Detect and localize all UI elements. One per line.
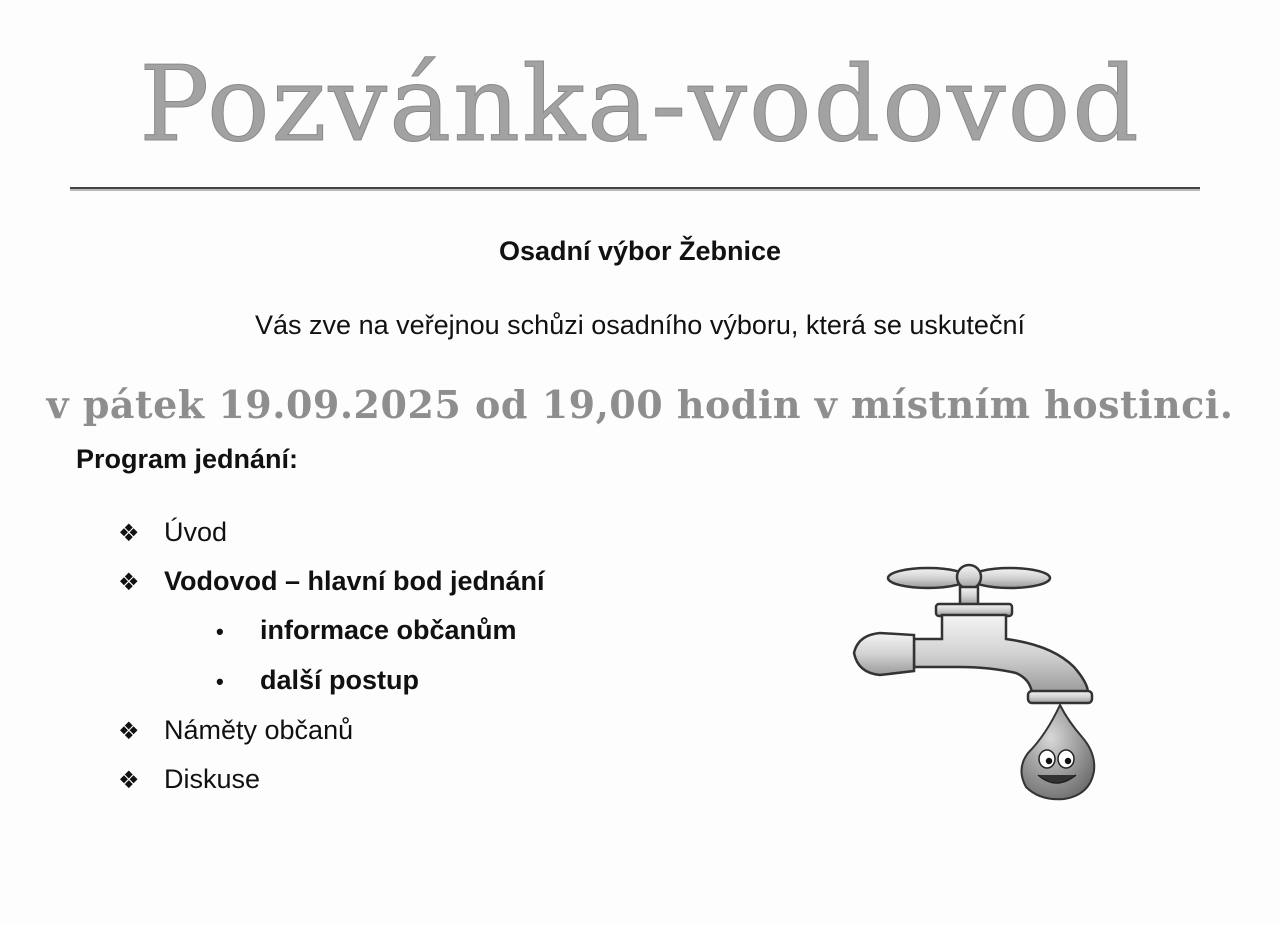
dot-bullet-icon: •	[216, 669, 224, 694]
agenda-item-namety	[118, 710, 545, 759]
agenda-subitem-postup	[118, 660, 545, 710]
dot-bullet-icon: •	[216, 619, 224, 644]
faucet-nozzle	[1028, 691, 1092, 703]
program-heading: Program jednání:	[76, 444, 299, 474]
faucet-handle	[888, 565, 1050, 589]
date-time-place: v pátek 19.09.2025 od 19,00 hodin v místním hostinci.	[46, 382, 1234, 427]
faucet-body	[914, 615, 1088, 693]
diamond-bullet-icon: ❖	[118, 767, 140, 794]
organizer-heading: Osadní výbor Žebnice	[498, 236, 782, 266]
agenda-item-label: Vodovod – hlavní bod jednání	[164, 566, 545, 596]
agenda-subitem-label: informace občanům	[260, 615, 517, 645]
diamond-bullet-icon: ❖	[118, 718, 140, 745]
agenda-list	[118, 512, 545, 808]
invitation-text: Vás zve na veřejnou schůzi osadního výboru, která se uskuteční	[255, 310, 1025, 340]
agenda-item-diskuse	[118, 759, 545, 808]
agenda-item-label: Diskuse	[164, 764, 261, 794]
water-drop-icon	[1021, 705, 1094, 799]
diamond-bullet-icon: ❖	[118, 569, 140, 596]
faucet-mount	[854, 633, 914, 675]
faucet-stem	[960, 587, 978, 605]
faucet-with-water-drop-icon	[840, 555, 1120, 805]
title-divider	[70, 187, 1200, 189]
agenda-subitem-informace	[118, 610, 545, 660]
page-title: Pozvánka-vodovod	[139, 43, 1141, 165]
agenda-item-label: Náměty občanů	[164, 715, 354, 745]
agenda-item-label: Úvod	[164, 517, 228, 547]
diamond-bullet-icon: ❖	[118, 520, 140, 547]
agenda-subitem-label: další postup	[260, 665, 420, 695]
agenda-item-vodovod	[118, 561, 545, 610]
agenda-item-uvod	[118, 512, 545, 561]
